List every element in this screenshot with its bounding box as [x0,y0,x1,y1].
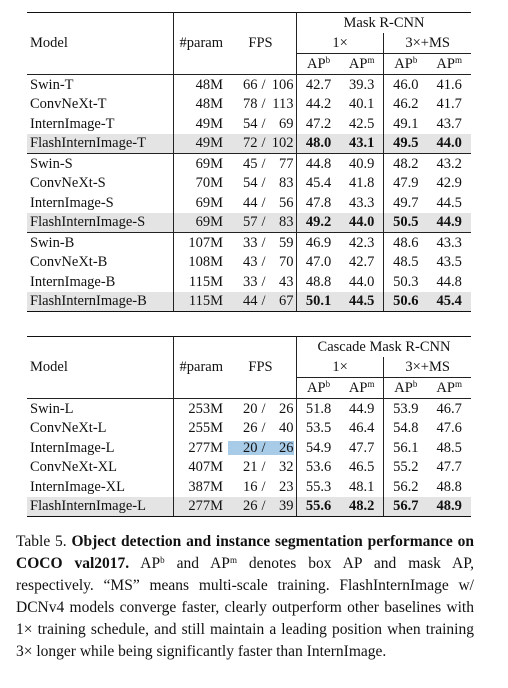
ap-box-3x-cell: 53.9 [384,399,428,419]
fps-cell: 45 / 77 [225,154,297,174]
table-header-row [27,13,471,34]
fps-cell: 72 / 102 [225,134,297,154]
table-row [27,497,471,517]
caption-apb: $AP^b$ [140,555,165,572]
table-row [27,438,471,458]
ap-mask-3x-cell: 43.5 [436,254,462,270]
ap-mask-1x-cell: 44.5 [340,292,384,312]
fps-cell: 57 / 83 [225,213,297,233]
param-cell: 49M [174,134,226,154]
ap-box-1x-cell: 46.9 [297,233,341,253]
table-row [27,272,471,292]
ap-box-1x-cell: 55.3 [305,478,332,495]
ap-mask-3x-cell: 47.7 [436,459,462,475]
ap-mask-3x-cell: 48.5 [436,439,462,456]
table-row [27,292,471,312]
ap-mask-1x-cell: 48.1 [340,477,384,497]
ap-mask-3x-cell: 43.2 [427,154,471,174]
ap-box-header: $AP^b$ [384,378,428,399]
fps-cell: 78 / 113 [225,95,297,115]
model-name-cell: Swin-T [27,75,174,95]
param-cell: 107M [174,233,226,253]
ap-mask-1x-cell: 44.0 [340,272,384,292]
model-name-cell: ConvNeXt-L [27,419,174,439]
param-col-header: #param [179,359,223,375]
ap-box-3x-cell: 50.6 [384,292,428,312]
fps-cell: 21 / 32 [225,458,297,478]
table-row [27,134,471,154]
ap-box-1x-cell: 50.1 [297,292,341,312]
ap-mask-1x-cell: 40.1 [340,95,384,115]
table-row [27,477,471,497]
param-cell: 115M [174,292,226,312]
fps-cell: 20 / 26 [225,399,297,419]
ap-mask-3x-cell: 48.9 [427,497,471,517]
schedule-3x-header: 3×+MS [384,33,471,54]
fps-col-header: FPS [225,33,297,54]
param-cell: 48M [195,96,223,112]
ap-box-3x-cell: 48.6 [384,233,428,253]
ap-mask-1x-cell: 46.5 [340,458,384,478]
ap-box-1x-cell: 54.9 [305,439,332,456]
ap-mask-3x-cell: 43.7 [436,115,462,132]
param-cell: 387M [188,478,223,495]
ap-mask-header: $AP^m$ [340,378,384,399]
ap-box-3x-cell: 50.5 [384,213,428,233]
table-row [27,114,471,134]
table-row [27,174,471,194]
table-row [27,458,471,478]
model-name-cell: Swin-S [27,154,174,174]
ap-box-3x-cell: 46.0 [384,75,428,95]
model-name-cell: InternImage-XL [27,477,174,497]
ap-mask-3x-cell: 46.7 [427,399,471,419]
ap-mask-1x-cell: 42.5 [340,114,384,134]
ap-mask-1x-cell: 43.3 [340,193,384,213]
ap-mask-header: $AP^m$ [427,378,471,399]
table-row [27,399,471,419]
detector-group-label: Cascade Mask R-CNN [297,337,472,358]
model-name-cell: ConvNeXt-B [27,253,174,273]
fps-cell: 54 / 69 [225,114,297,134]
param-cell: 69M [174,154,226,174]
table-header-row [27,33,471,54]
fps-col-header: FPS [225,357,297,378]
param-cell: 277M [188,439,223,456]
ap-box-3x-cell: 48.2 [384,154,428,174]
ap-mask-1x-cell: 44.9 [340,399,384,419]
table-row [27,75,471,95]
table-row [27,193,471,213]
ap-box-1x-cell: 55.6 [297,497,341,517]
ap-mask-1x-cell: 47.7 [340,438,384,458]
ap-box-3x-cell: 54.8 [393,420,419,436]
fps-cell: 16 / 23 [225,477,297,497]
ap-mask-3x-cell: 45.4 [427,292,471,312]
ap-box-3x-cell: 49.7 [393,194,419,211]
fps-cell: 26 / 39 [225,497,297,517]
ap-box-1x-cell: 53.5 [305,420,332,436]
model-col-header: Model [27,33,174,54]
ap-mask-1x-cell: 41.8 [340,174,384,194]
ap-box-1x-cell: 44.2 [305,96,332,112]
ap-box-1x-cell: 42.7 [297,75,341,95]
model-col-header: Model [27,357,174,378]
ap-box-3x-cell: 56.7 [384,497,428,517]
ap-mask-1x-cell: 42.7 [340,253,384,273]
ap-mask-1x-cell: 44.0 [340,213,384,233]
ap-mask-header: $AP^m$ [340,54,384,75]
ap-box-3x-cell: 49.5 [384,134,428,154]
param-cell: 253M [174,399,226,419]
caption-body: denotes box AP and mask AP, respectively. “MS” means multi-scale training. FlashInternImage w/ DCNv4 models converge faster, clearly outperform other baselines with 1× training schedule, and still maintain a leading position when training 3× longer while being significantly faster than InternImage. [16,555,474,660]
ap-box-3x-cell: 47.9 [393,175,419,191]
caption-label: Table 5. [16,533,67,550]
ap-box-3x-cell: 56.1 [393,439,419,456]
ap-box-1x-cell: 48.8 [305,273,332,290]
ap-mask-1x-cell: 42.3 [340,233,384,253]
ap-box-header: $AP^b$ [384,54,428,75]
schedule-1x-header: 1× [297,33,384,54]
ap-box-3x-cell: 49.1 [393,115,419,132]
fps-cell: 43 / 70 [225,253,297,273]
table-row [27,419,471,439]
param-cell: 49M [195,115,223,132]
ap-box-1x-cell: 48.0 [297,134,341,154]
table-row [27,95,471,115]
ap-mask-3x-cell: 44.8 [436,273,462,290]
param-cell: 69M [195,194,223,211]
ap-box-1x-cell: 44.8 [297,154,341,174]
ap-mask-3x-cell: 43.3 [427,233,471,253]
param-cell: 255M [188,420,223,436]
model-name-cell: FlashInternImage-T [27,134,174,154]
fps-cell: 33 / 59 [225,233,297,253]
table-row [27,233,471,253]
model-name-cell: ConvNeXt-XL [27,458,174,478]
ap-mask-1x-cell: 46.4 [340,419,384,439]
ap-box-1x-cell: 47.0 [305,254,332,270]
ap-box-header: $AP^b$ [297,378,341,399]
ap-box-1x-cell: 47.2 [305,115,332,132]
ap-mask-3x-cell: 41.7 [436,96,462,112]
model-name-cell: FlashInternImage-B [27,292,174,312]
model-name-cell: ConvNeXt-S [27,174,174,194]
table-header-row [27,337,471,358]
ap-mask-3x-cell: 48.8 [436,478,462,495]
param-cell: 48M [174,75,226,95]
ap-box-header: $AP^b$ [297,54,341,75]
ap-mask-3x-cell: 44.9 [427,213,471,233]
model-name-cell: FlashInternImage-S [27,213,174,233]
ap-mask-3x-cell: 44.0 [427,134,471,154]
ap-mask-1x-cell: 43.1 [340,134,384,154]
ap-box-3x-cell: 56.2 [393,478,419,495]
model-name-cell: InternImage-L [27,438,174,458]
param-cell: 115M [188,273,223,290]
param-cell: 108M [188,254,223,270]
ap-box-1x-cell: 47.8 [305,194,332,211]
fps-cell: 44 / 67 [225,292,297,312]
caption-title: Object detection and instance segmentation performance on COCO val2017. [16,533,474,572]
table-header-row [27,357,471,378]
table-row [27,253,471,273]
table-header-row [27,54,471,75]
ap-mask-1x-cell: 40.9 [340,154,384,174]
table-row [27,213,471,233]
ap-box-3x-cell: 55.2 [393,459,419,475]
param-cell: 70M [195,175,223,191]
ap-box-1x-cell: 51.8 [297,399,341,419]
ap-box-1x-cell: 45.4 [305,175,332,191]
table-header-row [27,378,471,399]
model-name-cell: Swin-B [27,233,174,253]
mask-rcnn-table [27,12,471,312]
fps-cell: 33 / 43 [225,272,297,292]
fps-cell: 20 / 26 [225,438,297,458]
param-col-header: #param [179,35,223,51]
ap-mask-3x-cell: 41.6 [427,75,471,95]
ap-mask-1x-cell: 39.3 [340,75,384,95]
ap-mask-header: $AP^m$ [427,54,471,75]
ap-mask-1x-cell: 48.2 [340,497,384,517]
table-caption: Table 5. Object detection and instance segmentation performance on COCO val2017. $AP^b$ and $AP^m$ denotes box AP and mask AP, respectively. “MS” means multi-scale training. FlashInternImage w/ DCNv4 models converge faster, clearly outperform other baselines with 1× training schedule, and still maintain a leading position when training 3× longer while being significantly faster than InternImage. [16,533,474,660]
detector-group-label: Mask R-CNN [297,13,472,34]
fps-cell: 54 / 83 [225,174,297,194]
model-name-cell: InternImage-T [27,114,174,134]
model-name-cell: Swin-L [27,399,174,419]
ap-box-3x-cell: 46.2 [393,96,419,112]
fps-cell: 26 / 40 [225,419,297,439]
ap-box-1x-cell: 49.2 [297,213,341,233]
ap-mask-3x-cell: 44.5 [436,194,462,211]
ap-box-3x-cell: 50.3 [393,273,419,290]
fps-cell: 66 / 106 [225,75,297,95]
table-row [27,154,471,174]
cascade-mask-rcnn-table [27,336,471,517]
param-cell: 277M [174,497,226,517]
model-name-cell: InternImage-B [27,272,174,292]
model-name-cell: InternImage-S [27,193,174,213]
schedule-3x-header: 3×+MS [384,357,471,378]
ap-mask-3x-cell: 42.9 [436,175,462,191]
schedule-1x-header: 1× [297,357,384,378]
caption-apm: $AP^m$ [210,555,237,572]
ap-box-1x-cell: 53.6 [305,459,332,475]
model-name-cell: FlashInternImage-L [27,497,174,517]
param-cell: 69M [174,213,226,233]
model-name-cell: ConvNeXt-T [27,95,174,115]
fps-cell: 44 / 56 [225,193,297,213]
ap-mask-3x-cell: 47.6 [436,420,462,436]
param-cell: 407M [188,459,223,475]
ap-box-3x-cell: 48.5 [393,254,419,270]
